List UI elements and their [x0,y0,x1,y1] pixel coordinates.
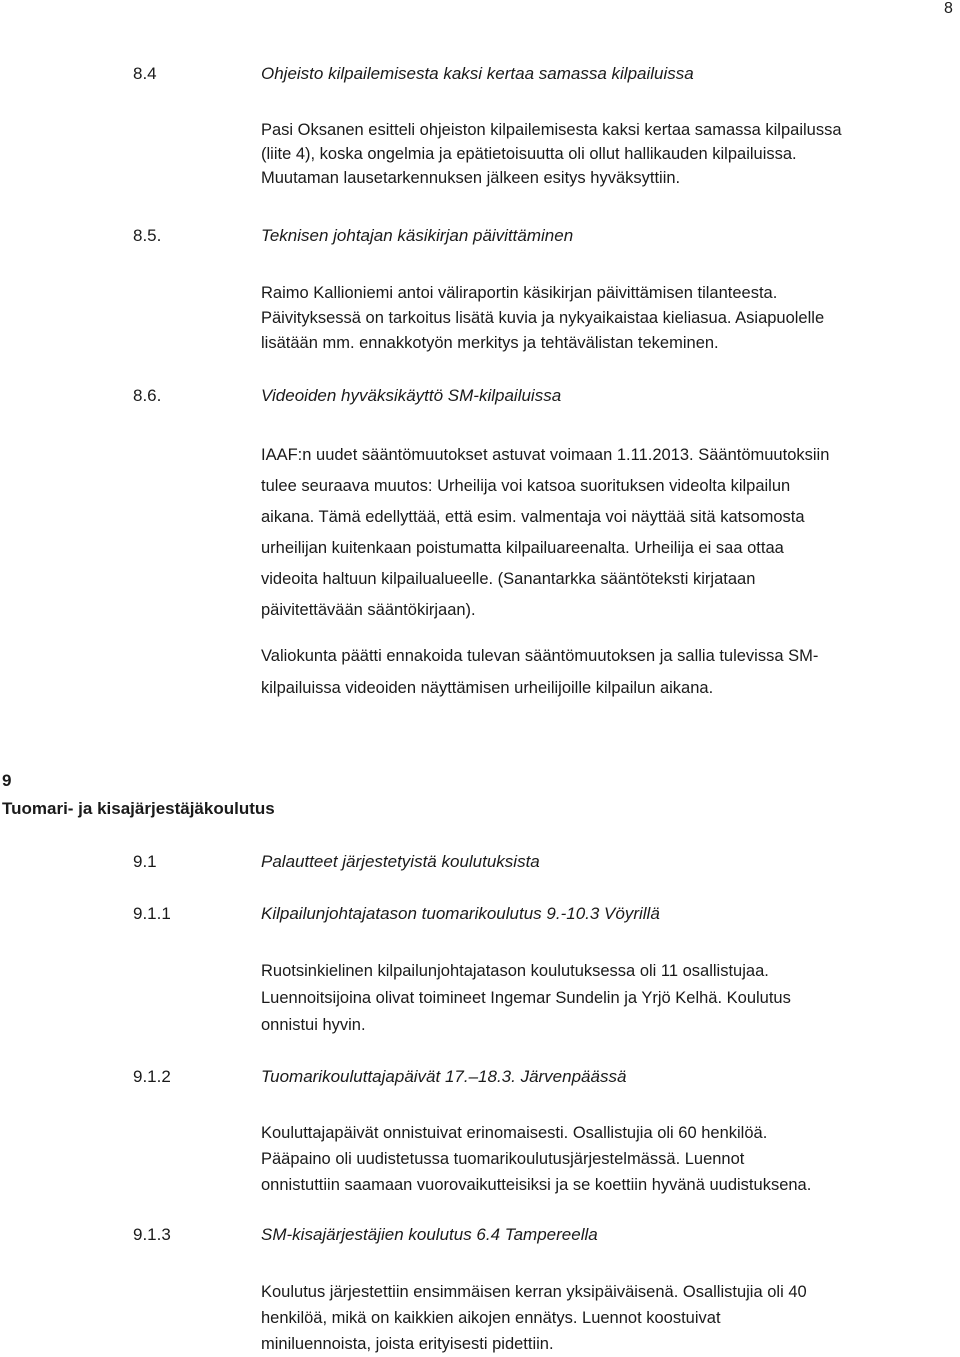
section-title: Ohjeisto kilpailemisesta kaksi kertaa samassa kilpailuissa [261,64,694,83]
text-line: IAAF:n uudet sääntömuutokset astuvat voimaan 1.11.2013. Sääntömuutoksiin [261,446,830,464]
paragraph-8-4 [261,118,951,190]
text-line: tulee seuraava muutos: Urheilija voi katsoa suorituksen videolta kilpailun [261,477,791,495]
section-number: 8.4 [133,64,157,83]
section-number: 8.6. [133,386,162,405]
text-line: aikana. Tämä edellyttää, että esim. valmentaja voi näyttää sitä katsomosta [261,508,805,526]
section-number: 9.1.1 [133,904,171,923]
text-line: videoita haltuun kilpailualueelle. (Sanantarkka sääntöteksti kirjataan [261,570,756,588]
section-number: 9.1.2 [133,1067,171,1086]
text-line: lisätään mm. ennakkotyön merkitys ja tehtävälistan tekeminen. [261,334,719,352]
paragraph-9-1-2 [261,1120,951,1198]
paragraph-9-1-3 [261,1279,951,1357]
text-line: Valiokunta päätti ennakoida tulevan sääntömuutoksen ja sallia tulevissa SM- [261,647,819,665]
section-title: Teknisen johtajan käsikirjan päivittäminen [261,226,574,245]
section-title: Tuomarikouluttajapäivät 17.–18.3. Järvenpäässä [261,1067,627,1086]
chapter-number: 9 [2,771,12,790]
text-line: Luennoitsijoina olivat toimineet Ingemar Sundelin ja Yrjö Kelhä. Koulutus [261,989,791,1007]
text-line: (liite 4), koska ongelmia ja epätietoisuutta oli ollut hallikauden kilpailuissa. [261,145,797,163]
text-line: onnistuttiin saamaan vuorovaikutteisiksi ja se koettiin hyvänä uudistuksena. [261,1176,812,1194]
text-line: onnistui hyvin. [261,1016,366,1034]
text-line: Pasi Oksanen esitteli ohjeiston kilpailemisesta kaksi kertaa samassa kilpailussa [261,121,842,139]
text-line: Pääpaino oli uudistetussa tuomarikoulutusjärjestelmässä. Luennot [261,1150,745,1168]
text-line: Päivityksessä on tarkoitus lisätä kuvia ja nykyaikaistaa kieliasua. Asiapuolelle [261,309,825,327]
section-title: Palautteet järjestetyistä koulutuksista [261,852,540,871]
text-line: Ruotsinkielinen kilpailunjohtajatason koulutuksessa oli 11 osallistujaa. [261,962,769,980]
paragraph-8-5 [261,281,951,356]
text-line: urheilijan kuitenkaan poistumatta kilpailuareenalta. Urheilija ei saa ottaa [261,539,784,557]
text-line: miniluennoista, joista erityisesti pidettiin. [261,1335,554,1353]
section-title: SM-kisajärjestäjien koulutus 6.4 Tampereella [261,1225,598,1244]
text-line: Muutaman lausetarkennuksen jälkeen esitys hyväksyttiin. [261,169,681,187]
text-line: päivitettävään sääntökirjaan). [261,601,476,619]
section-number: 9.1 [133,852,157,871]
section-title: Kilpailunjohtajatason tuomarikoulutus 9.-10.3 Vöyrillä [261,904,660,923]
text-line: kilpailuissa videoiden näyttämisen urheilijoille kilpailun aikana. [261,679,714,697]
section-number: 9.1.3 [133,1225,171,1244]
section-title: Videoiden hyväksikäyttö SM-kilpailuissa [261,386,562,405]
paragraph-8-6 [261,440,951,626]
paragraph-8-6-decision [261,640,951,704]
page-number: 8 [944,0,953,17]
text-line: Koulutus järjestettiin ensimmäisen kerran yksipäiväisenä. Osallistujia oli 40 [261,1283,807,1301]
text-line: henkilöä, mikä on kaikkien aikojen ennätys. Luennot koostuivat [261,1309,721,1327]
paragraph-9-1-1 [261,958,951,1039]
text-line: Kouluttajapäivät onnistuivat erinomaisesti. Osallistujia oli 60 henkilöä. [261,1124,768,1142]
text-line: Raimo Kallioniemi antoi väliraportin käsikirjan päivittämisen tilanteesta. [261,284,778,302]
section-number: 8.5. [133,226,162,245]
chapter-title: Tuomari- ja kisajärjestäjäkoulutus [2,799,275,818]
